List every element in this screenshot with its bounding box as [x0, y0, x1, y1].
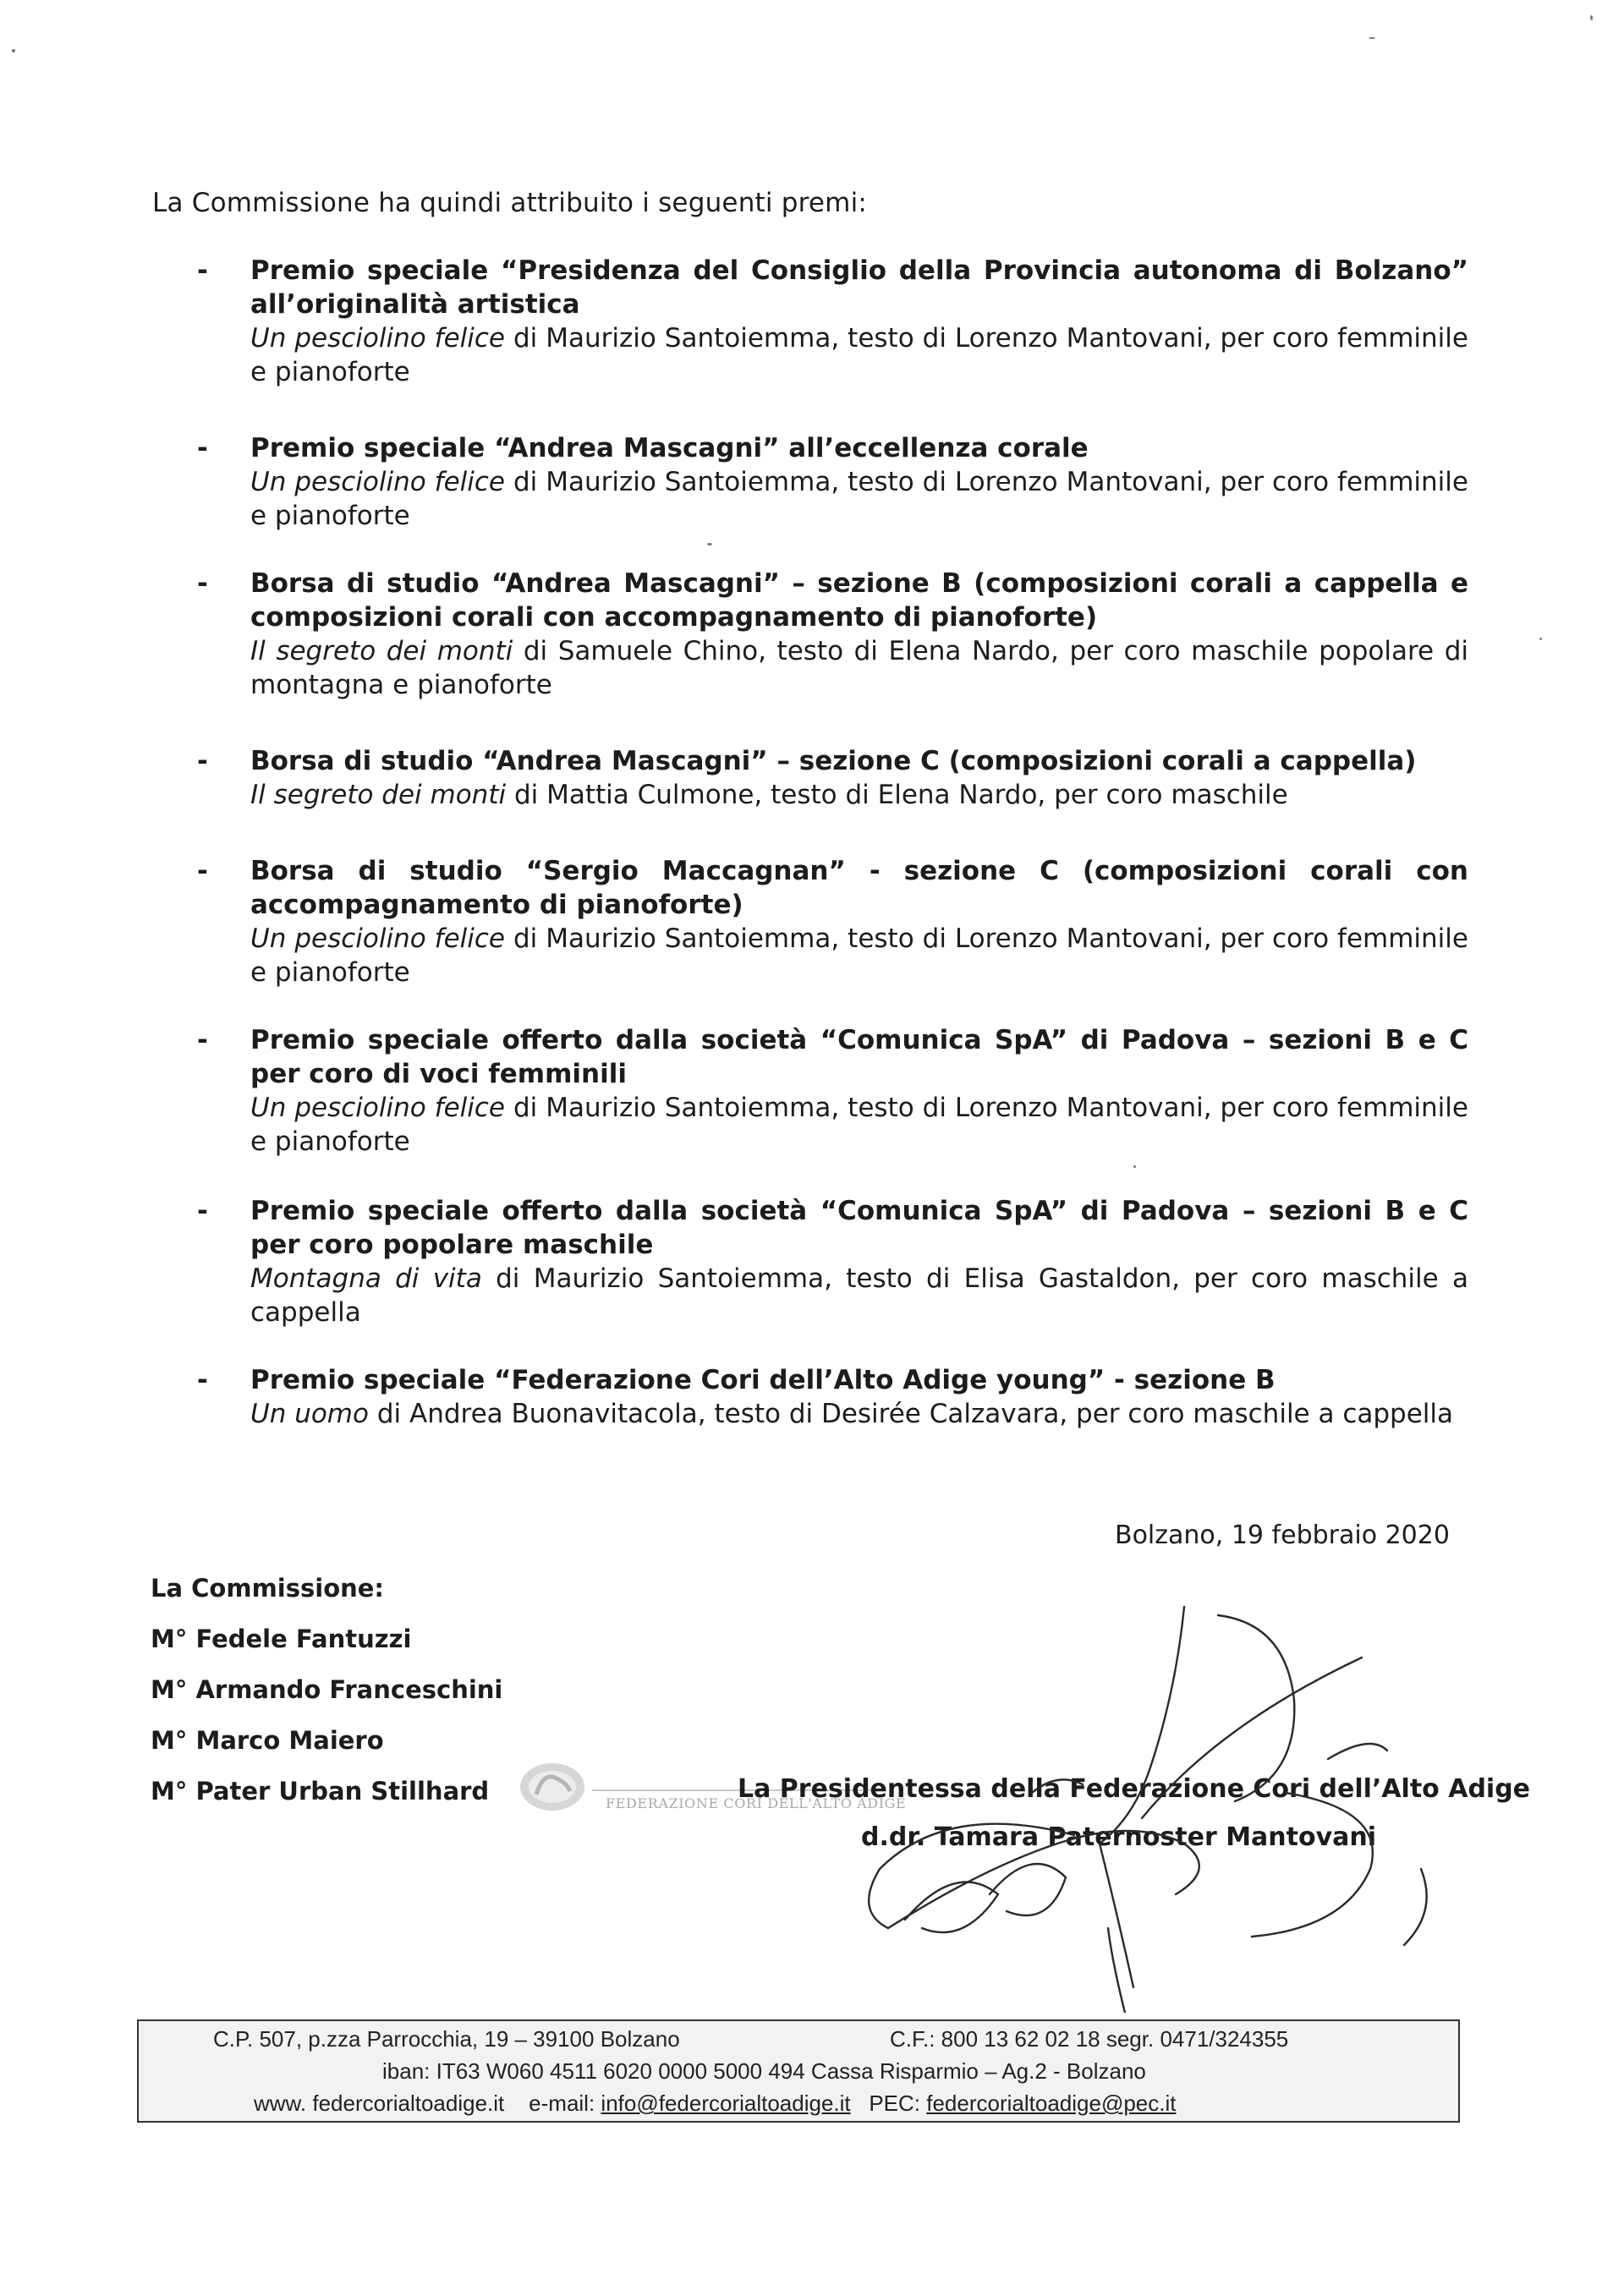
footer-email-link[interactable]: info@federcorialtoadige.it	[601, 2091, 851, 2116]
award-description	[250, 778, 1468, 812]
award-title: Premio speciale “Presidenza del Consiglio della Provincia autonoma di Bolzano” all’originalità artistica	[250, 255, 1468, 320]
award-work-details: di Samuele Chino, testo di Elena Nardo, per coro maschile popolare di montagna e pianoforte	[250, 636, 1468, 700]
footer-iban: iban: IT63 W060 4511 6020 0000 5000 494 Cassa Risparmio – Ag.2 - Bolzano	[382, 2058, 1146, 2084]
commission-member: M° Fedele Fantuzzi	[151, 1625, 412, 1653]
scan-speck	[1590, 15, 1593, 20]
award-body	[250, 1023, 1468, 1159]
award-work-details: di Maurizio Santoiemma, testo di Lorenzo Mantovani, per coro femminile e pianoforte	[250, 467, 1468, 531]
commission-heading: La Commissione:	[151, 1574, 385, 1603]
award-item	[197, 1194, 1468, 1329]
award-description	[250, 922, 1468, 989]
footer-fiscal: C.F.: 800 13 62 02 18 segr. 0471/324355	[890, 2026, 1289, 2052]
footer-email-label: e-mail:	[529, 2091, 601, 2116]
award-title: Premio speciale offerto dalla società “Comunica SpA” di Padova – sezioni B e C per coro di voci femminili	[250, 1025, 1468, 1089]
list-dash: -	[197, 1365, 208, 1395]
award-description	[250, 321, 1468, 389]
footer-address: C.P. 507, p.zza Parrocchia, 19 – 39100 Bolzano	[213, 2026, 680, 2052]
award-title: Premio speciale “Andrea Mascagni” all’eccellenza corale	[250, 433, 1089, 463]
commission-member: M° Armando Franceschini	[151, 1675, 503, 1704]
award-description	[250, 1397, 1468, 1431]
scan-speck	[707, 543, 712, 545]
award-item	[197, 744, 1468, 812]
federation-logo-stamp	[518, 1761, 587, 1813]
award-item	[197, 567, 1468, 702]
award-item	[197, 854, 1468, 989]
list-dash: -	[197, 255, 208, 286]
award-work-details: di Maurizio Santoiemma, testo di Lorenzo Mantovani, per coro femminile e pianoforte	[250, 323, 1468, 387]
letterhead-footer	[137, 2019, 1460, 2123]
award-work-title: Un uomo	[250, 1399, 369, 1429]
award-title: Borsa di studio “Sergio Maccagnan” - sezione C (composizioni corali con accompagnamento di pianoforte)	[250, 856, 1468, 920]
footer-pec-link[interactable]: federcorialtoadige@pec.it	[926, 2091, 1177, 2116]
list-dash: -	[197, 746, 208, 776]
award-item	[197, 254, 1468, 389]
footer-pec-label: PEC:	[869, 2091, 927, 2116]
award-body	[250, 854, 1468, 989]
award-title: Premio speciale offerto dalla società “Comunica SpA” di Padova – sezioni B e C per coro popolare maschile	[250, 1196, 1468, 1260]
award-title: Borsa di studio “Andrea Mascagni” – sezione C (composizioni corali a cappella)	[250, 746, 1417, 776]
award-work-title: Montagna di vita	[250, 1263, 482, 1294]
award-description	[250, 634, 1468, 702]
award-work-title: Un pesciolino felice	[250, 467, 505, 497]
president-name: d.dr. Tamara Paternoster Mantovani	[861, 1822, 1377, 1852]
list-dash: -	[197, 568, 208, 599]
award-body	[250, 254, 1468, 389]
document-date: Bolzano, 19 febbraio 2020	[1115, 1521, 1450, 1550]
list-dash: -	[197, 433, 208, 463]
award-item	[197, 431, 1468, 533]
award-item	[197, 1023, 1468, 1159]
handwritten-signature	[778, 1590, 1472, 2013]
award-body	[250, 1363, 1468, 1431]
commission-member: M° Marco Maiero	[151, 1726, 384, 1755]
list-dash: -	[197, 1025, 208, 1055]
president-title: La Presidentessa della Federazione Cori dell’Alto Adige	[738, 1774, 1531, 1804]
award-work-details: di Mattia Culmone, testo di Elena Nardo, per coro maschile	[506, 780, 1288, 810]
list-dash: -	[197, 856, 208, 886]
footer-contacts	[254, 2091, 1176, 2117]
footer-website[interactable]: www. federcorialtoadige.it	[254, 2091, 505, 2116]
award-description	[250, 465, 1468, 533]
commission-member: M° Pater Urban Stillhard	[151, 1777, 490, 1806]
award-item	[197, 1363, 1468, 1431]
award-title: Borsa di studio “Andrea Mascagni” – sezione B (composizioni corali a cappella e composizioni corali con accompagnamento di pianoforte)	[250, 568, 1468, 633]
award-body	[250, 431, 1468, 533]
award-work-details: di Maurizio Santoiemma, testo di Lorenzo Mantovani, per coro femminile e pianoforte	[250, 923, 1468, 988]
award-work-title: Un pesciolino felice	[250, 323, 505, 353]
award-work-title: Un pesciolino felice	[250, 1093, 505, 1123]
award-work-title: Il segreto dei monti	[250, 780, 507, 810]
intro-text: La Commissione ha quindi attribuito i seguenti premi:	[152, 188, 868, 218]
award-work-details: di Maurizio Santoiemma, testo di Lorenzo Mantovani, per coro femminile e pianoforte	[250, 1093, 1468, 1157]
award-description	[250, 1091, 1468, 1159]
stamp-text: FEDERAZIONE CORI DELL'ALTO ADIGE	[606, 1795, 907, 1811]
scan-speck	[12, 49, 15, 52]
award-work-title: Un pesciolino felice	[250, 923, 505, 954]
award-body	[250, 567, 1468, 702]
award-work-details: di Maurizio Santoiemma, testo di Elisa Gastaldon, per coro maschile a cappella	[250, 1263, 1468, 1328]
award-body	[250, 1194, 1468, 1329]
award-work-title: Il segreto dei monti	[250, 636, 513, 666]
award-title: Premio speciale “Federazione Cori dell’Alto Adige young” - sezione B	[250, 1365, 1276, 1395]
award-work-details: di Andrea Buonavitacola, testo di Desirée Calzavara, per coro maschile a cappella	[368, 1399, 1454, 1429]
scan-speck	[1133, 1165, 1136, 1168]
award-description	[250, 1262, 1468, 1329]
scan-speck	[1539, 638, 1542, 640]
commission-block	[151, 1571, 502, 1825]
scan-speck	[1369, 37, 1375, 39]
award-body	[250, 744, 1468, 812]
list-dash: -	[197, 1196, 208, 1226]
